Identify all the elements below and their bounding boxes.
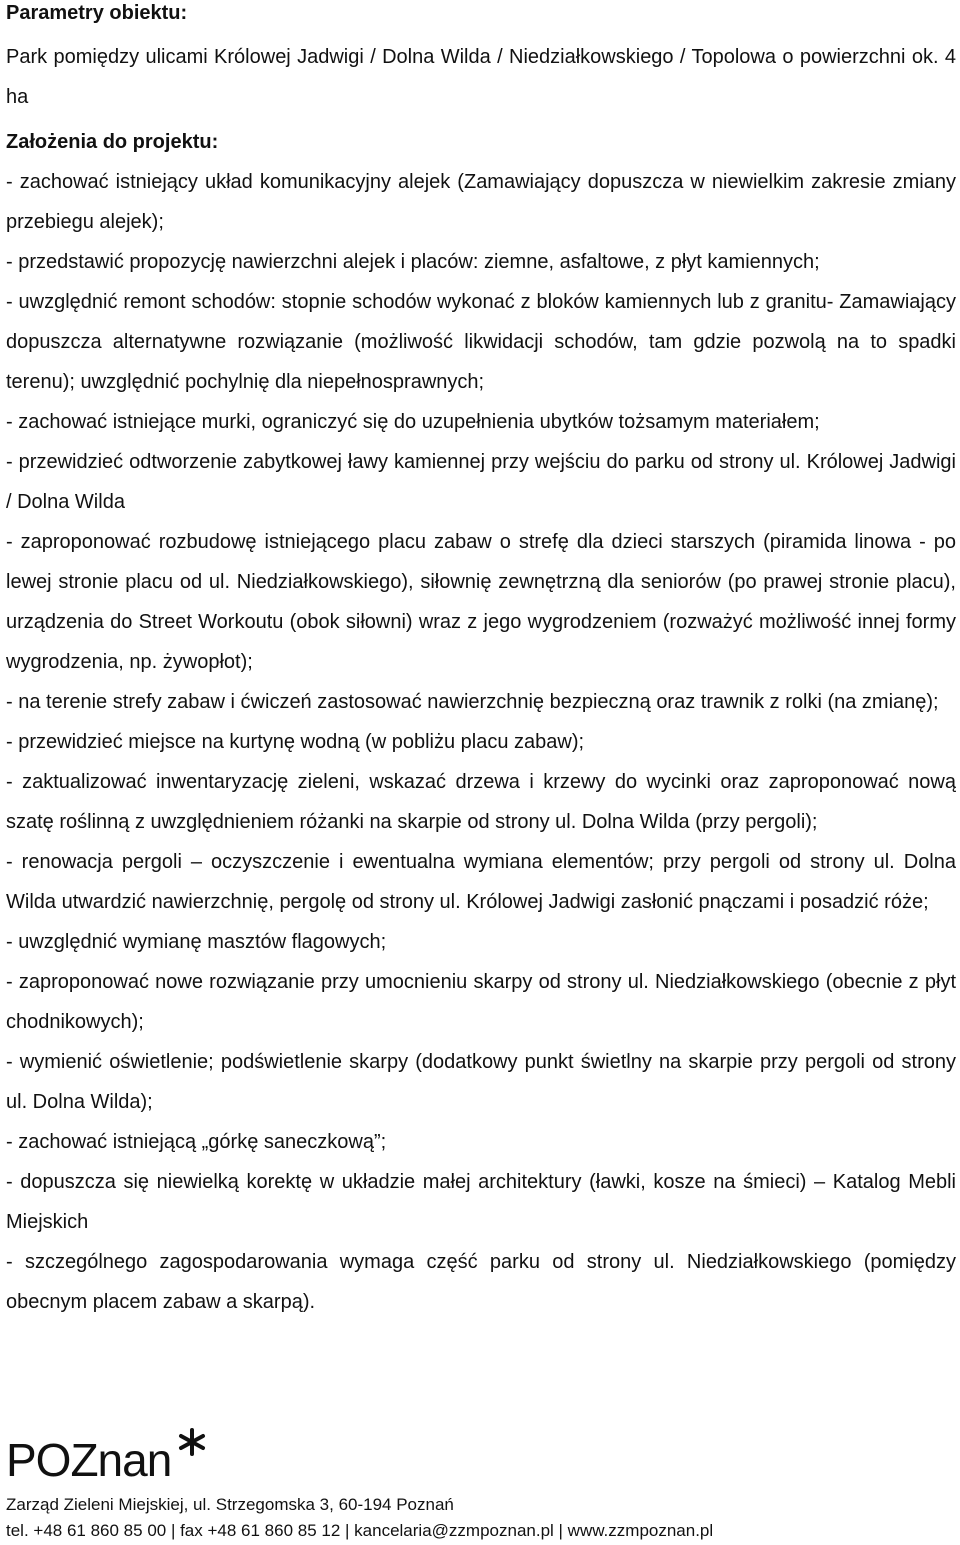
list-item: - uwzględnić wymianę masztów flagowych; [6,931,387,953]
footer-contact: tel. +48 61 860 85 00 | fax +48 61 860 85 12 | kancelaria@zzmpoznan.pl | www.zzmpoznan.pl [6,1521,714,1540]
list-item: - zachować istniejący układ komunikacyjny alejek (Zamawiający dopuszcza w niewielkim zakresie zmiany przebiegu alejek); [6,171,956,233]
assumptions-list [6,162,956,1322]
heading-assumptions: Założenia do projektu: [6,131,219,153]
list-item: - zachować istniejącą „górkę saneczkową”; [6,1131,387,1153]
list-item: - zachować istniejące murki, ograniczyć się do uzupełnienia ubytków tożsamym materiałem; [6,411,820,433]
list-item: - zaktualizować inwentaryzację zieleni, wskazać drzewa i krzewy do wycinki oraz zaproponować nową szatę roślinną z uwzględnieniem różanki na skarpie od strony ul. Dolna Wilda (przy pergoli); [6,771,956,833]
parameters-text: Park pomiędzy ulicami Królowej Jadwigi / Dolna Wilda / Niedziałkowskiego / Topolowa o powierzchni ok. 4 ha [6,46,956,108]
poznan-logo [6,1428,226,1484]
heading-parameters: Parametry obiektu: [6,2,188,24]
list-item: - szczególnego zagospodarowania wymaga część parku od strony ul. Niedziałkowskiego (pomiędzy obecnym placem zabaw a skarpą). [6,1251,956,1313]
list-item: - wymienić oświetlenie; podświetlenie skarpy (dodatkowy punkt świetlny na skarpie przy pergoli od strony ul. Dolna Wilda); [6,1051,956,1113]
list-item: - zaproponować nowe rozwiązanie przy umocnieniu skarpy od strony ul. Niedziałkowskiego (obecnie z płyt chodnikowych); [6,971,956,1033]
list-item: - przedstawić propozycję nawierzchni alejek i placów: ziemne, asfaltowe, z płyt kamiennych; [6,251,820,273]
star-icon [181,1430,203,1454]
logo-wordmark: POZnan [6,1434,172,1484]
footer-address: Zarząd Zieleni Miejskiej, ul. Strzegomska 3, 60-194 Poznań [6,1495,454,1514]
list-item: - na terenie strefy zabaw i ćwiczeń zastosować nawierzchnię bezpieczną oraz trawnik z rolki (na zmianę); [6,691,939,713]
list-item: - renowacja pergoli – oczyszczenie i ewentualna wymiana elementów; przy pergoli od strony ul. Dolna Wilda utwardzić nawierzchnię, pergolę od strony ul. Królowej Jadwigi zasłonić pnączami i posadzić róże; [6,851,956,913]
list-item: - przewidzieć miejsce na kurtynę wodną (w pobliżu placu zabaw); [6,731,585,753]
list-item: - zaproponować rozbudowę istniejącego placu zabaw o strefę dla dzieci starszych (piramida linowa - po lewej stronie placu od ul. Niedziałkowskiego), siłownię zewnętrzną dla seniorów (po prawej stronie placu), urządzenia do Street Workoutu (obok siłowni) wraz z jego wygrodzeniem (rozważyć możliwość innej formy wygrodzenia, np. żywopłot); [6,531,956,673]
list-item: - przewidzieć odtworzenie zabytkowej ławy kamiennej przy wejściu do parku od strony ul. Królowej Jadwigi / Dolna Wilda [6,451,956,513]
list-item: - dopuszcza się niewielką korektę w układzie małej architektury (ławki, kosze na śmieci) – Katalog Mebli Miejskich [6,1171,956,1233]
list-item: - uwzględnić remont schodów: stopnie schodów wykonać z bloków kamiennych lub z granitu- Zamawiający dopuszcza alternatywne rozwiązanie (możliwość likwidacji schodów, tam gdzie pozwolą na to spadki terenu); uwzględnić pochylnię dla niepełnosprawnych; [6,291,956,393]
